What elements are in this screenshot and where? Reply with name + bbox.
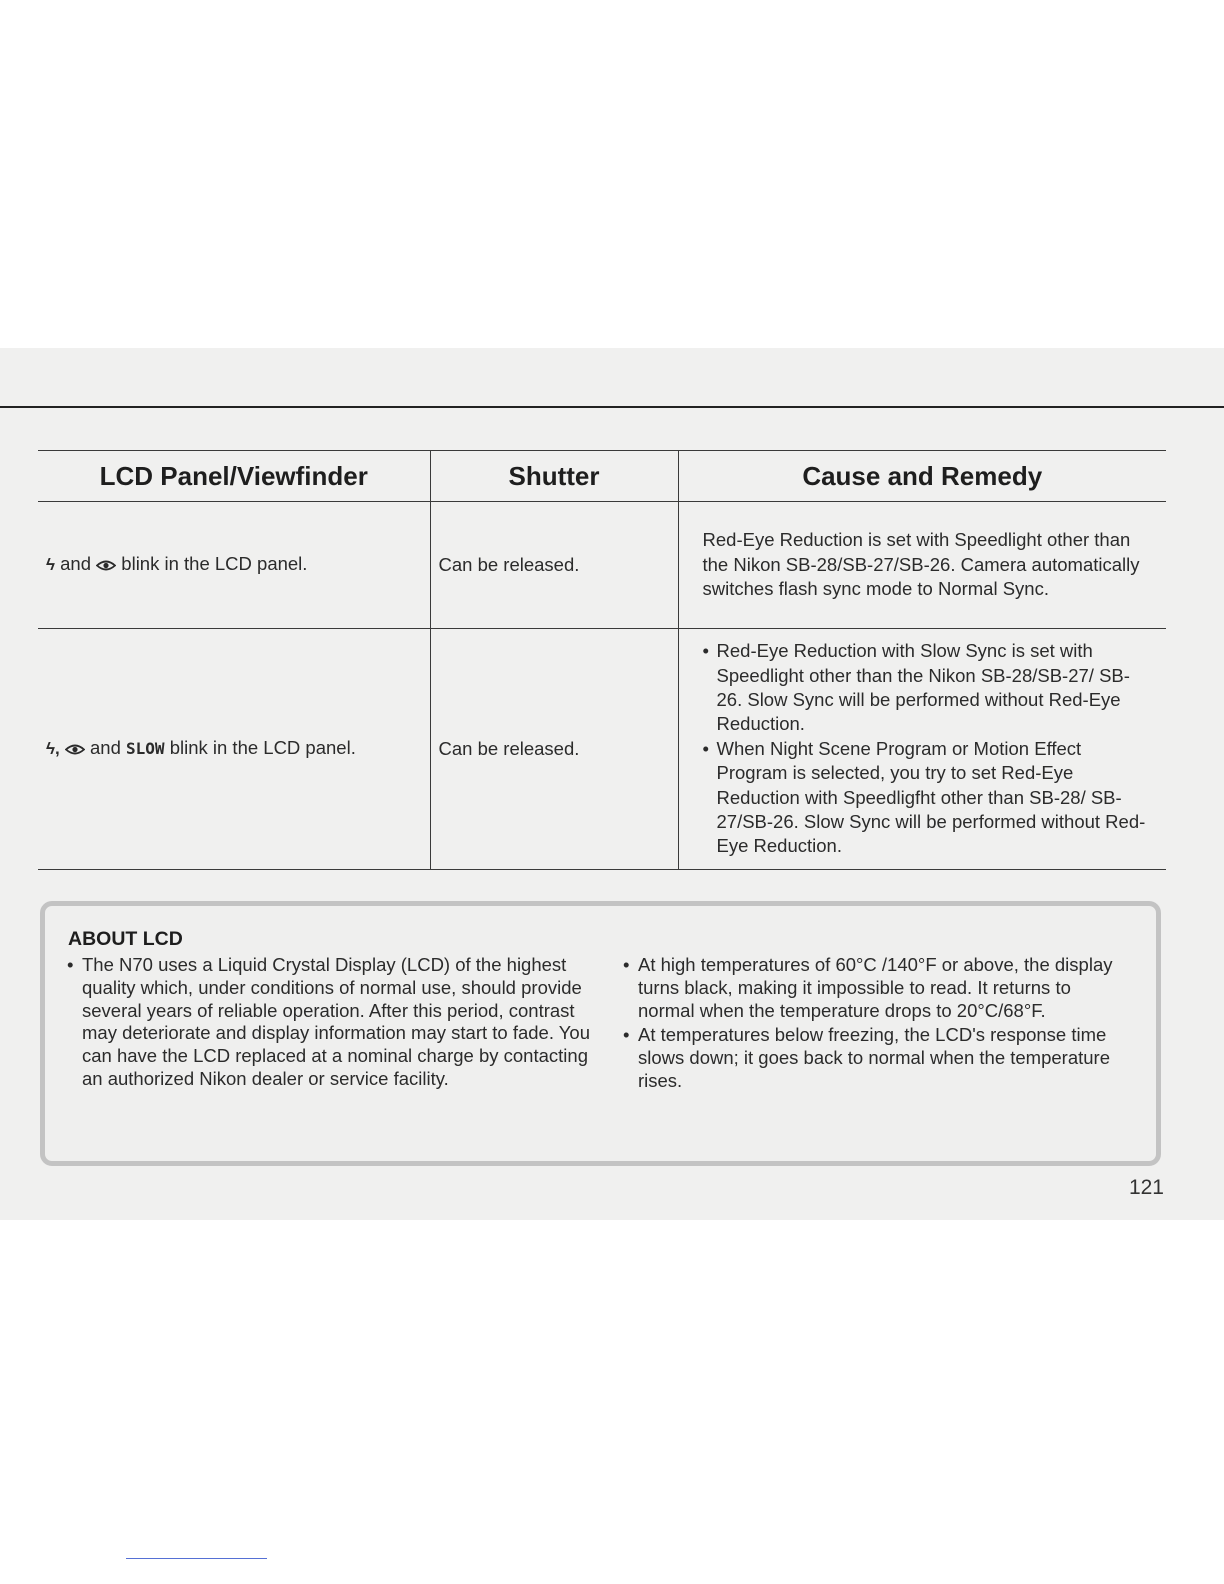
page-number: 121 bbox=[1128, 1176, 1164, 1199]
list-item: • At temperatures below freezing, the LCD's response time slows down; it goes back to normal when the temperature rises. bbox=[623, 1024, 1131, 1092]
about-lcd-right-column bbox=[623, 954, 1131, 1093]
page-top-rule bbox=[0, 406, 1224, 408]
cause-remedy-cell: Red-Eye Reduction is set with Speedlight other than the Nikon SB-28/SB-27/SB-26. Camera automatically switches flash sync mode to Normal Sync. bbox=[678, 502, 1166, 629]
flash-icon: ϟ bbox=[46, 555, 55, 575]
lcd-text: blink in the LCD panel. bbox=[169, 737, 356, 759]
about-lcd-title: ABOUT LCD bbox=[68, 928, 183, 950]
cause-list bbox=[703, 639, 1151, 859]
about-lcd-left-column bbox=[67, 954, 597, 1091]
table-row bbox=[38, 629, 1166, 870]
shutter-cell: Can be released. bbox=[430, 502, 678, 629]
header-cause-remedy: Cause and Remedy bbox=[678, 451, 1166, 502]
about-lcd-box bbox=[40, 901, 1161, 1166]
list-item: • At high temperatures of 60°C /140°F or above, the display turns black, making it impossible to read. It returns to normal when the temperature drops to 20°C/68°F. bbox=[623, 954, 1131, 1022]
header-lcd-panel: LCD Panel/Viewfinder bbox=[38, 451, 430, 502]
flash-icon: ϟ, bbox=[46, 739, 60, 759]
lcd-text: and bbox=[90, 737, 121, 759]
header-shutter: Shutter bbox=[430, 451, 678, 502]
cause-remedy-cell bbox=[678, 629, 1166, 870]
red-eye-icon bbox=[96, 559, 116, 572]
list-item: • The N70 uses a Liquid Crystal Display (LCD) of the highest quality which, under conditions of normal use, should provide several years of reliable operation. After this period, contrast may deteriorate and display information may start to fade. You can have the LCD replaced at a nominal charge by contacting an authorized Nikon dealer or service facility. bbox=[67, 954, 597, 1091]
lcd-text: blink in the LCD panel. bbox=[121, 553, 308, 575]
lcd-indicator-cell bbox=[38, 629, 430, 870]
shutter-cell: Can be released. bbox=[430, 629, 678, 870]
troubleshooting-table bbox=[38, 450, 1166, 870]
list-item: • When Night Scene Program or Motion Effect Program is selected, you try to set Red-Eye Reduction with Speedligfht other than SB-28/ SB-27/SB-26. Slow Sync will be performed without Red-Eye Reduction. bbox=[703, 737, 1151, 859]
red-eye-icon bbox=[65, 743, 85, 756]
list-item: • Red-Eye Reduction with Slow Sync is set with Speedlight other than the Nikon SB-28/SB-27/ SB-26. Slow Sync will be performed without Red-Eye Reduction. bbox=[703, 639, 1151, 737]
table-header-row bbox=[38, 451, 1166, 502]
lcd-text: and bbox=[60, 553, 92, 575]
slow-indicator: SLOW bbox=[126, 739, 165, 759]
lcd-indicator-cell bbox=[38, 502, 430, 629]
table-row bbox=[38, 502, 1166, 629]
footer-link-underline bbox=[126, 1558, 267, 1559]
